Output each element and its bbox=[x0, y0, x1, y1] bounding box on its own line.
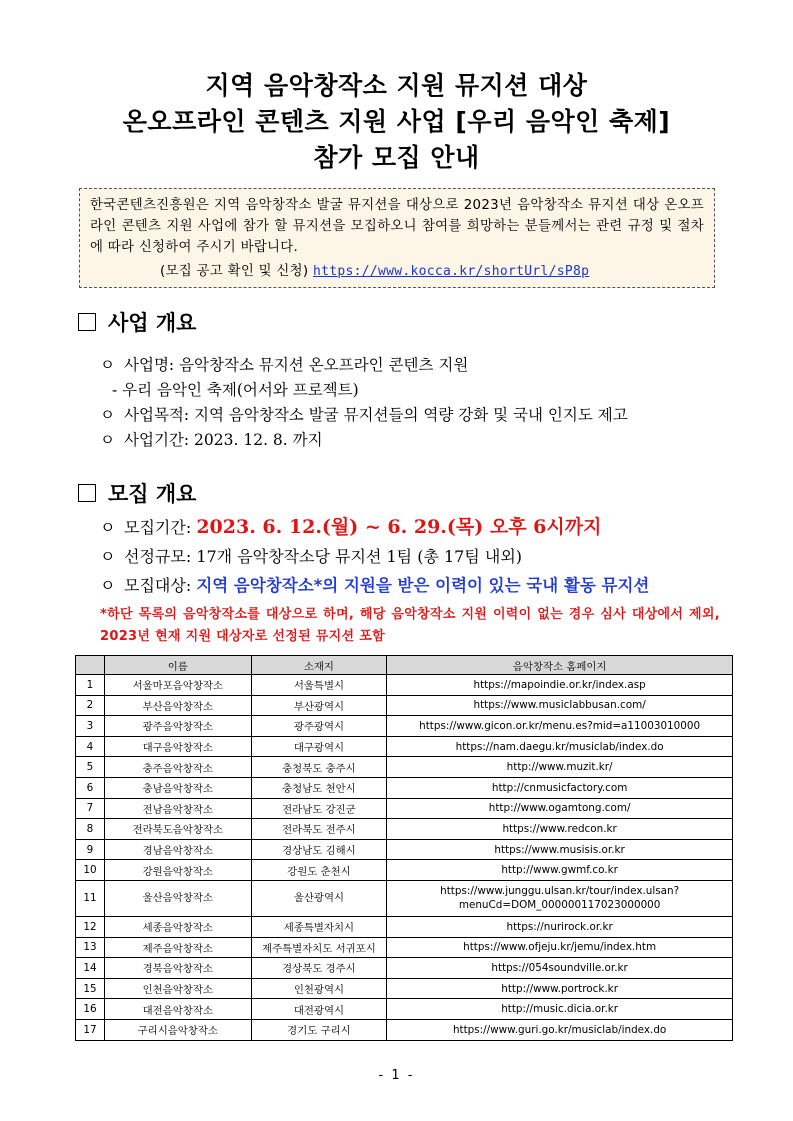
scale-value: 17개 음악창작소당 뮤지션 1팀 (총 17팀 내외) bbox=[196, 547, 523, 566]
scale-label: 선정규모: bbox=[124, 547, 197, 566]
center-name: 전남음악창작소 bbox=[104, 798, 251, 819]
center-name: 경남음악창작소 bbox=[104, 839, 251, 860]
center-homepage[interactable]: https://www.ofjeju.kr/jemu/index.htm bbox=[387, 937, 733, 958]
title-line-3: 참가 모집 안내 bbox=[313, 143, 480, 172]
header-homepage: 음악창작소 홈페이지 bbox=[387, 656, 733, 675]
center-name: 세종음악창작소 bbox=[104, 916, 251, 937]
center-homepage[interactable]: https://www.guri.go.kr/musiclab/index.do bbox=[387, 1019, 733, 1040]
notice-link-row bbox=[90, 261, 704, 282]
row-number: 14 bbox=[76, 958, 105, 979]
row-number: 9 bbox=[76, 839, 105, 860]
notice-link[interactable]: https://www.kocca.kr/shortUrl/sP8p bbox=[312, 264, 590, 279]
list-item bbox=[100, 542, 649, 571]
list-item bbox=[100, 428, 628, 453]
row-number: 1 bbox=[76, 675, 105, 696]
center-name: 대전음악창작소 bbox=[104, 999, 251, 1020]
center-homepage[interactable]: http://www.muzit.kr/ bbox=[387, 757, 733, 778]
table-header-row bbox=[76, 656, 733, 675]
center-homepage[interactable]: https://054soundville.or.kr bbox=[387, 958, 733, 979]
section-heading-business bbox=[78, 309, 196, 337]
table-row bbox=[76, 937, 733, 958]
center-location: 부산광역시 bbox=[251, 695, 387, 716]
target-label: 모집대상: bbox=[124, 576, 197, 595]
center-name: 서울마포음악창작소 bbox=[104, 675, 251, 696]
table-row bbox=[76, 978, 733, 999]
list-item bbox=[100, 353, 628, 378]
header-number bbox=[76, 656, 105, 675]
center-location: 경상북도 경주시 bbox=[251, 958, 387, 979]
period-value: 2023. 6. 12.(월) ~ 6. 29.(목) 오후 6시까지 bbox=[196, 516, 602, 538]
circle-bullet-icon: ㅇ bbox=[100, 518, 116, 537]
center-homepage[interactable]: https://www.junggu.ulsan.kr/tour/index.ulsan?menuCd=DOM_000000117023000000 bbox=[387, 880, 733, 916]
recruit-footnote: *하단 목록의 음악창작소를 대상으로 하며, 해당 음악창작소 지원 이력이 없는 경우 심사 대상에서 제외, 2023년 현재 지원 대상자로 선정된 뮤지션 포함 bbox=[100, 607, 720, 644]
row-number: 7 bbox=[76, 798, 105, 819]
section-heading-text: 사업 개요 bbox=[108, 311, 197, 335]
center-name: 울산음악창작소 bbox=[104, 880, 251, 916]
document-title bbox=[0, 68, 793, 176]
center-location: 울산광역시 bbox=[251, 880, 387, 916]
center-name: 대구음악창작소 bbox=[104, 736, 251, 757]
table-row bbox=[76, 777, 733, 798]
center-location: 인천광역시 bbox=[251, 978, 387, 999]
center-location: 세종특별자치시 bbox=[251, 916, 387, 937]
center-name: 부산음악창작소 bbox=[104, 695, 251, 716]
list-item-text: 사업명: 음악창작소 뮤지션 온오프라인 콘텐츠 지원 bbox=[124, 356, 469, 374]
center-name: 인천음악창작소 bbox=[104, 978, 251, 999]
section-heading-text: 모집 개요 bbox=[108, 482, 197, 506]
center-location: 충청남도 천안시 bbox=[251, 777, 387, 798]
row-number: 4 bbox=[76, 736, 105, 757]
table-row bbox=[76, 716, 733, 737]
business-overview-list bbox=[100, 353, 628, 453]
center-name: 제주음악창작소 bbox=[104, 937, 251, 958]
center-homepage[interactable]: https://www.musiclabbusan.com/ bbox=[387, 695, 733, 716]
center-location: 강원도 춘천시 bbox=[251, 860, 387, 881]
center-homepage[interactable]: https://www.redcon.kr bbox=[387, 819, 733, 840]
center-homepage[interactable]: https://nam.daegu.kr/musiclab/index.do bbox=[387, 736, 733, 757]
row-number: 17 bbox=[76, 1019, 105, 1040]
row-number: 16 bbox=[76, 999, 105, 1020]
square-bullet-icon bbox=[78, 484, 96, 502]
row-number: 8 bbox=[76, 819, 105, 840]
table-row bbox=[76, 675, 733, 696]
list-item bbox=[100, 403, 628, 428]
list-item bbox=[100, 513, 649, 542]
list-item-text: 사업목적: 지역 음악창작소 발굴 뮤지션들의 역량 강화 및 국내 인지도 제고 bbox=[124, 406, 628, 424]
center-location: 충청북도 충주시 bbox=[251, 757, 387, 778]
table-row bbox=[76, 798, 733, 819]
center-homepage[interactable]: http://music.dicia.or.kr bbox=[387, 999, 733, 1020]
row-number: 5 bbox=[76, 757, 105, 778]
circle-bullet-icon: ㅇ bbox=[100, 356, 115, 374]
notice-link-label: (모집 공고 확인 및 신청) bbox=[160, 264, 309, 279]
center-name: 광주음악창작소 bbox=[104, 716, 251, 737]
list-item bbox=[100, 378, 628, 403]
notice-body: 한국콘텐츠진흥원은 지역 음악창작소 발굴 뮤지션을 대상으로 2023년 음악창작소 뮤지션 대상 온오프라인 콘텐츠 지원 사업에 참가 할 뮤지션을 모집하오니 참여를 희망하는 분들께서는 관련 규정 및 절차에 따라 신청하여 주시기 바랍니다. bbox=[90, 198, 704, 255]
title-line-1: 지역 음악창작소 지원 뮤지션 대상 bbox=[205, 71, 588, 100]
table-row bbox=[76, 839, 733, 860]
list-item-text: - 우리 음악인 축제(어서와 프로젝트) bbox=[112, 381, 359, 399]
row-number: 12 bbox=[76, 916, 105, 937]
header-location: 소재지 bbox=[251, 656, 387, 675]
target-value: 지역 음악창작소*의 지원을 받은 이력이 있는 국내 활동 뮤지션 bbox=[196, 576, 650, 595]
row-number: 10 bbox=[76, 860, 105, 881]
header-name: 이름 bbox=[104, 656, 251, 675]
center-homepage[interactable]: http://www.portrock.kr bbox=[387, 978, 733, 999]
center-location: 경상남도 김해시 bbox=[251, 839, 387, 860]
center-name: 충주음악창작소 bbox=[104, 757, 251, 778]
center-location: 전라남도 강진군 bbox=[251, 798, 387, 819]
table-row bbox=[76, 860, 733, 881]
circle-bullet-icon: ㅇ bbox=[100, 431, 115, 449]
center-name: 강원음악창작소 bbox=[104, 860, 251, 881]
table-row bbox=[76, 1019, 733, 1040]
title-line-2: 온오프라인 콘텐츠 지원 사업 [우리 음악인 축제] bbox=[122, 107, 671, 136]
center-name: 충남음악창작소 bbox=[104, 777, 251, 798]
table-row bbox=[76, 958, 733, 979]
recruit-overview-list bbox=[100, 513, 649, 600]
section-heading-recruit bbox=[78, 480, 196, 508]
table-row bbox=[76, 880, 733, 916]
circle-bullet-icon: ㅇ bbox=[100, 406, 115, 424]
list-item-text: 사업기간: 2023. 12. 8. 까지 bbox=[124, 431, 323, 449]
center-location: 서울특별시 bbox=[251, 675, 387, 696]
center-homepage[interactable]: https://mapoindie.or.kr/index.asp bbox=[387, 675, 733, 696]
circle-bullet-icon: ㅇ bbox=[100, 547, 116, 566]
table-row bbox=[76, 695, 733, 716]
page-number: - 1 - bbox=[378, 1068, 415, 1083]
center-homepage[interactable]: http://cnmusicfactory.com bbox=[387, 777, 733, 798]
list-item bbox=[100, 571, 649, 600]
row-number: 6 bbox=[76, 777, 105, 798]
square-bullet-icon bbox=[78, 313, 96, 331]
center-homepage[interactable]: http://www.gwmf.co.kr bbox=[387, 860, 733, 881]
table-row bbox=[76, 819, 733, 840]
center-location: 전라북도 전주시 bbox=[251, 819, 387, 840]
table-row bbox=[76, 999, 733, 1020]
row-number: 3 bbox=[76, 716, 105, 737]
center-homepage[interactable]: http://www.ogamtong.com/ bbox=[387, 798, 733, 819]
table-row bbox=[76, 757, 733, 778]
row-number: 13 bbox=[76, 937, 105, 958]
music-center-table bbox=[75, 655, 733, 1041]
period-label: 모집기간: bbox=[124, 518, 197, 537]
center-homepage[interactable]: https://www.gicon.or.kr/menu.es?mid=a11003010000 bbox=[387, 716, 733, 737]
row-number: 2 bbox=[76, 695, 105, 716]
center-name: 경북음악창작소 bbox=[104, 958, 251, 979]
center-homepage[interactable]: https://nurirock.or.kr bbox=[387, 916, 733, 937]
center-name: 전라북도음악창작소 bbox=[104, 819, 251, 840]
notice-box bbox=[79, 188, 715, 288]
circle-bullet-icon: ㅇ bbox=[100, 576, 116, 595]
center-location: 제주특별자치도 서귀포시 bbox=[251, 937, 387, 958]
table-row bbox=[76, 916, 733, 937]
table-row bbox=[76, 736, 733, 757]
center-location: 광주광역시 bbox=[251, 716, 387, 737]
center-name: 구리시음악창작소 bbox=[104, 1019, 251, 1040]
center-location: 대전광역시 bbox=[251, 999, 387, 1020]
center-location: 대구광역시 bbox=[251, 736, 387, 757]
row-number: 15 bbox=[76, 978, 105, 999]
center-homepage[interactable]: https://www.musisis.or.kr bbox=[387, 839, 733, 860]
center-location: 경기도 구리시 bbox=[251, 1019, 387, 1040]
row-number: 11 bbox=[76, 880, 105, 916]
